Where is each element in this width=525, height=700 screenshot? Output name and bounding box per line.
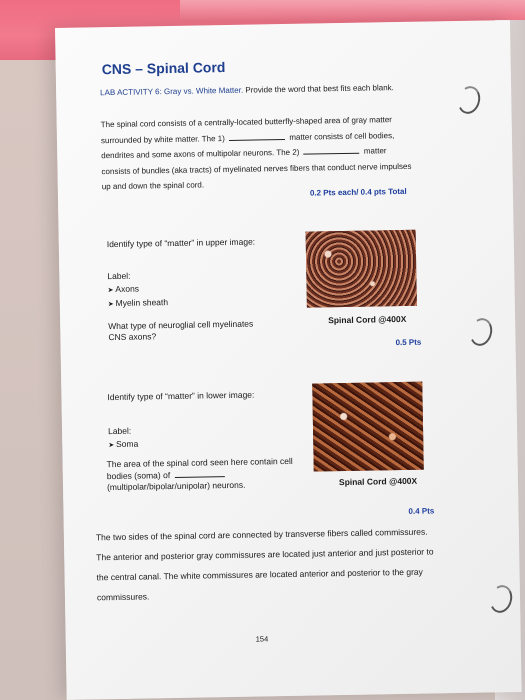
upper-image-question: Identify type of “matter” in upper image: [106, 236, 256, 250]
lower-soma-text [107, 456, 318, 494]
lab-activity-instructions [100, 82, 405, 98]
paragraph1-part3: matter consists of bundles (aka tracts) of myelinated nerves fibers that conduct nerve impulses up and down the spinal cord. [101, 146, 412, 192]
paragraph1-part1: The spinal cord consists of a centrally-located butterfly-shaped area of gray matter surrounded by white matter. The 1) [100, 115, 392, 145]
label-axons: ➤ Axons [107, 282, 168, 297]
blank-1[interactable] [229, 131, 285, 141]
lower-label-heading: Label: [107, 425, 132, 437]
neuroglia-question: What type of neuroglial cell myelinates CNS axons? [108, 318, 254, 343]
lab-activity-heading: LAB ACTIVITY 6: Gray vs. White Matter. [100, 85, 244, 98]
page-number: 154 [255, 634, 269, 644]
points-paragraph1: 0.2 Pts each/ 0.4 pts Total [309, 186, 407, 198]
paragraph-commissures: The two sides of the spinal cord are connected by transverse fibers called commissures. The anterior and posterior gray commissures are located just anterior and just posterior to the central canal. The white commissures are located anterior and posterior to the gray commissures. [95, 526, 434, 603]
binder-edge [180, 0, 525, 22]
upper-points: 0.5 Pts [395, 337, 422, 348]
worksheet-page [55, 20, 522, 700]
blank-2[interactable] [304, 145, 360, 155]
lower-text-part1: The area of the spinal cord seen here contain cell bodies (soma) of [106, 455, 293, 482]
paragraph1-part2: matter consists of cell bodies, dendrites and some axons of multipolar neurons. The 2) [101, 130, 395, 161]
lower-image-question: Identify type of “matter” in lower image: [107, 389, 255, 403]
lower-points: 0.4 Pts [408, 506, 435, 516]
lower-image-caption: Spinal Cord @400X [338, 475, 418, 488]
upper-label-list [107, 269, 168, 311]
label-myelin-sheath: ➤ Myelin sheath [108, 296, 169, 311]
blank-neuron-type[interactable] [174, 468, 224, 478]
lab-activity-instruction: Provide the word that best fits each blank. [243, 83, 394, 95]
label-soma: ➤ Soma [108, 438, 138, 453]
paragraph-gray-white-matter [101, 112, 417, 195]
lower-micrograph-image [312, 382, 424, 472]
page-title: CNS – Spinal Cord [101, 59, 226, 78]
upper-label-heading: Label: [107, 270, 131, 282]
upper-image-caption: Spinal Cord @400X [328, 313, 407, 326]
upper-micrograph-image [306, 230, 417, 308]
lower-label-list [108, 425, 138, 453]
lower-text-part2: (multipolar/bipolar/unipolar) neurons. [106, 479, 246, 493]
